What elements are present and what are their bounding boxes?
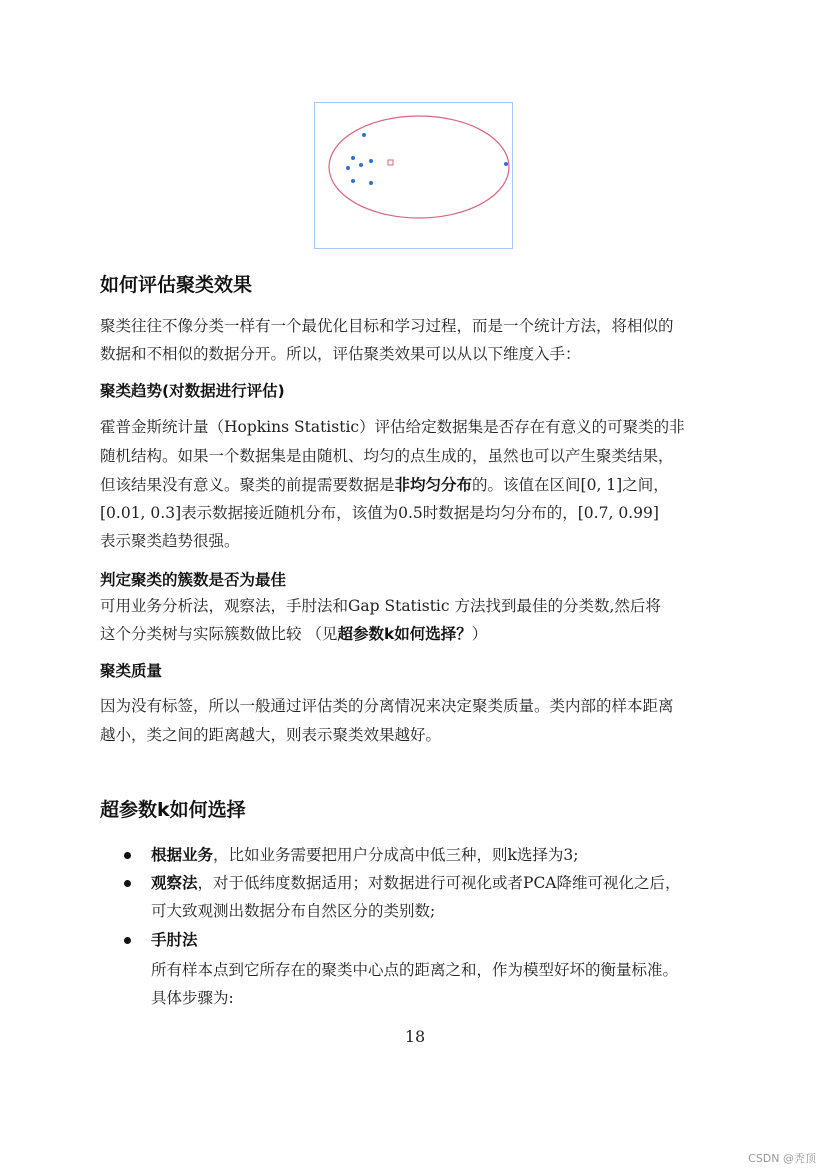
text: ，比如业务需要把用户分成高中低三种，则k选择为3; — [213, 846, 579, 864]
subheading: 聚类质量 — [100, 662, 163, 680]
watermark: CSDN @秃顶 — [748, 1152, 816, 1165]
data-point — [351, 179, 355, 183]
subheading: 聚类趋势(对数据进行评估) — [100, 382, 285, 400]
paragraph-line: 数据和不相似的数据分开。所以，评估聚类效果可以从以下维度入手： — [100, 345, 581, 363]
text: ） — [471, 625, 488, 643]
page-number: 18 — [404, 1027, 426, 1046]
paragraph-line: [0.01, 0.3]表示数据接近随机分布，该值为0.5时数据是均匀分布的，[0.7, 0.99] — [100, 504, 659, 522]
bullet-icon — [124, 852, 131, 859]
list-item-continuation: 具体步骤为: — [151, 989, 234, 1007]
bullet-icon — [124, 937, 131, 944]
paragraph-line: 聚类往往不像分类一样有一个最优化目标和学习过程，而是一个统计方法，将相似的 — [100, 317, 674, 335]
paragraph-line: 随机结构。如果一个数据集是由随机、均匀的点生成的，虽然也可以产生聚类结果， — [100, 447, 674, 465]
data-point — [346, 166, 350, 170]
paragraph-line — [100, 475, 669, 495]
paragraph-line: 霍普金斯统计量（Hopkins Statistic）评估给定数据集是否存在有意义的可聚类的非 — [100, 418, 685, 436]
cross-reference-link: 超参数k如何选择？ — [337, 625, 472, 643]
cluster-ellipse — [329, 116, 509, 218]
bold-text: 非均匀分布 — [394, 476, 473, 494]
text: ，对于低纬度数据适用；对数据进行可视化或者PCA降维可视化之后， — [197, 874, 681, 892]
text: 的。该值在区间[0, 1]之间， — [472, 476, 669, 494]
bold-text: 根据业务 — [151, 846, 214, 864]
paragraph-line: 表示聚类趋势很强。 — [100, 532, 240, 550]
section-title: 如何评估聚类效果 — [100, 274, 253, 296]
list-item — [151, 873, 681, 893]
cluster-ellipse-diagram — [315, 103, 511, 247]
subheading: 判定聚类的簇数是否为最佳 — [100, 571, 287, 589]
section-title: 超参数k如何选择 — [100, 799, 246, 821]
text: 但该结果没有意义。聚类的前提需要数据是 — [100, 476, 395, 494]
data-point — [359, 163, 363, 167]
paragraph-line: 可用业务分析法，观察法，手肘法和Gap Statistic 方法找到最佳的分类数,然后将 — [100, 597, 661, 615]
cluster-centroid — [388, 160, 393, 165]
list-item — [151, 845, 579, 865]
bold-text: 手肘法 — [151, 931, 198, 949]
data-point — [504, 162, 508, 166]
paragraph-line — [100, 624, 487, 644]
cluster-figure — [314, 102, 513, 249]
list-item-continuation: 所有样本点到它所存在的聚类中心点的距离之和，作为模型好坏的衡量标准。 — [151, 961, 679, 979]
paragraph-line: 因为没有标签，所以一般通过评估类的分离情况来决定聚类质量。类内部的样本距离 — [100, 697, 674, 715]
data-point — [362, 133, 366, 137]
list-item — [151, 930, 198, 950]
bold-text: 观察法 — [151, 874, 198, 892]
list-item-continuation: 可大致观测出数据分布自然区分的类别数; — [151, 902, 436, 920]
bullet-icon — [124, 880, 131, 887]
text: 这个分类树与实际簇数做比较 （见 — [100, 625, 338, 643]
paragraph-line: 越小，类之间的距离越大，则表示聚类效果越好。 — [100, 726, 442, 744]
data-point — [351, 156, 355, 160]
data-point — [369, 181, 373, 185]
data-point — [369, 159, 373, 163]
